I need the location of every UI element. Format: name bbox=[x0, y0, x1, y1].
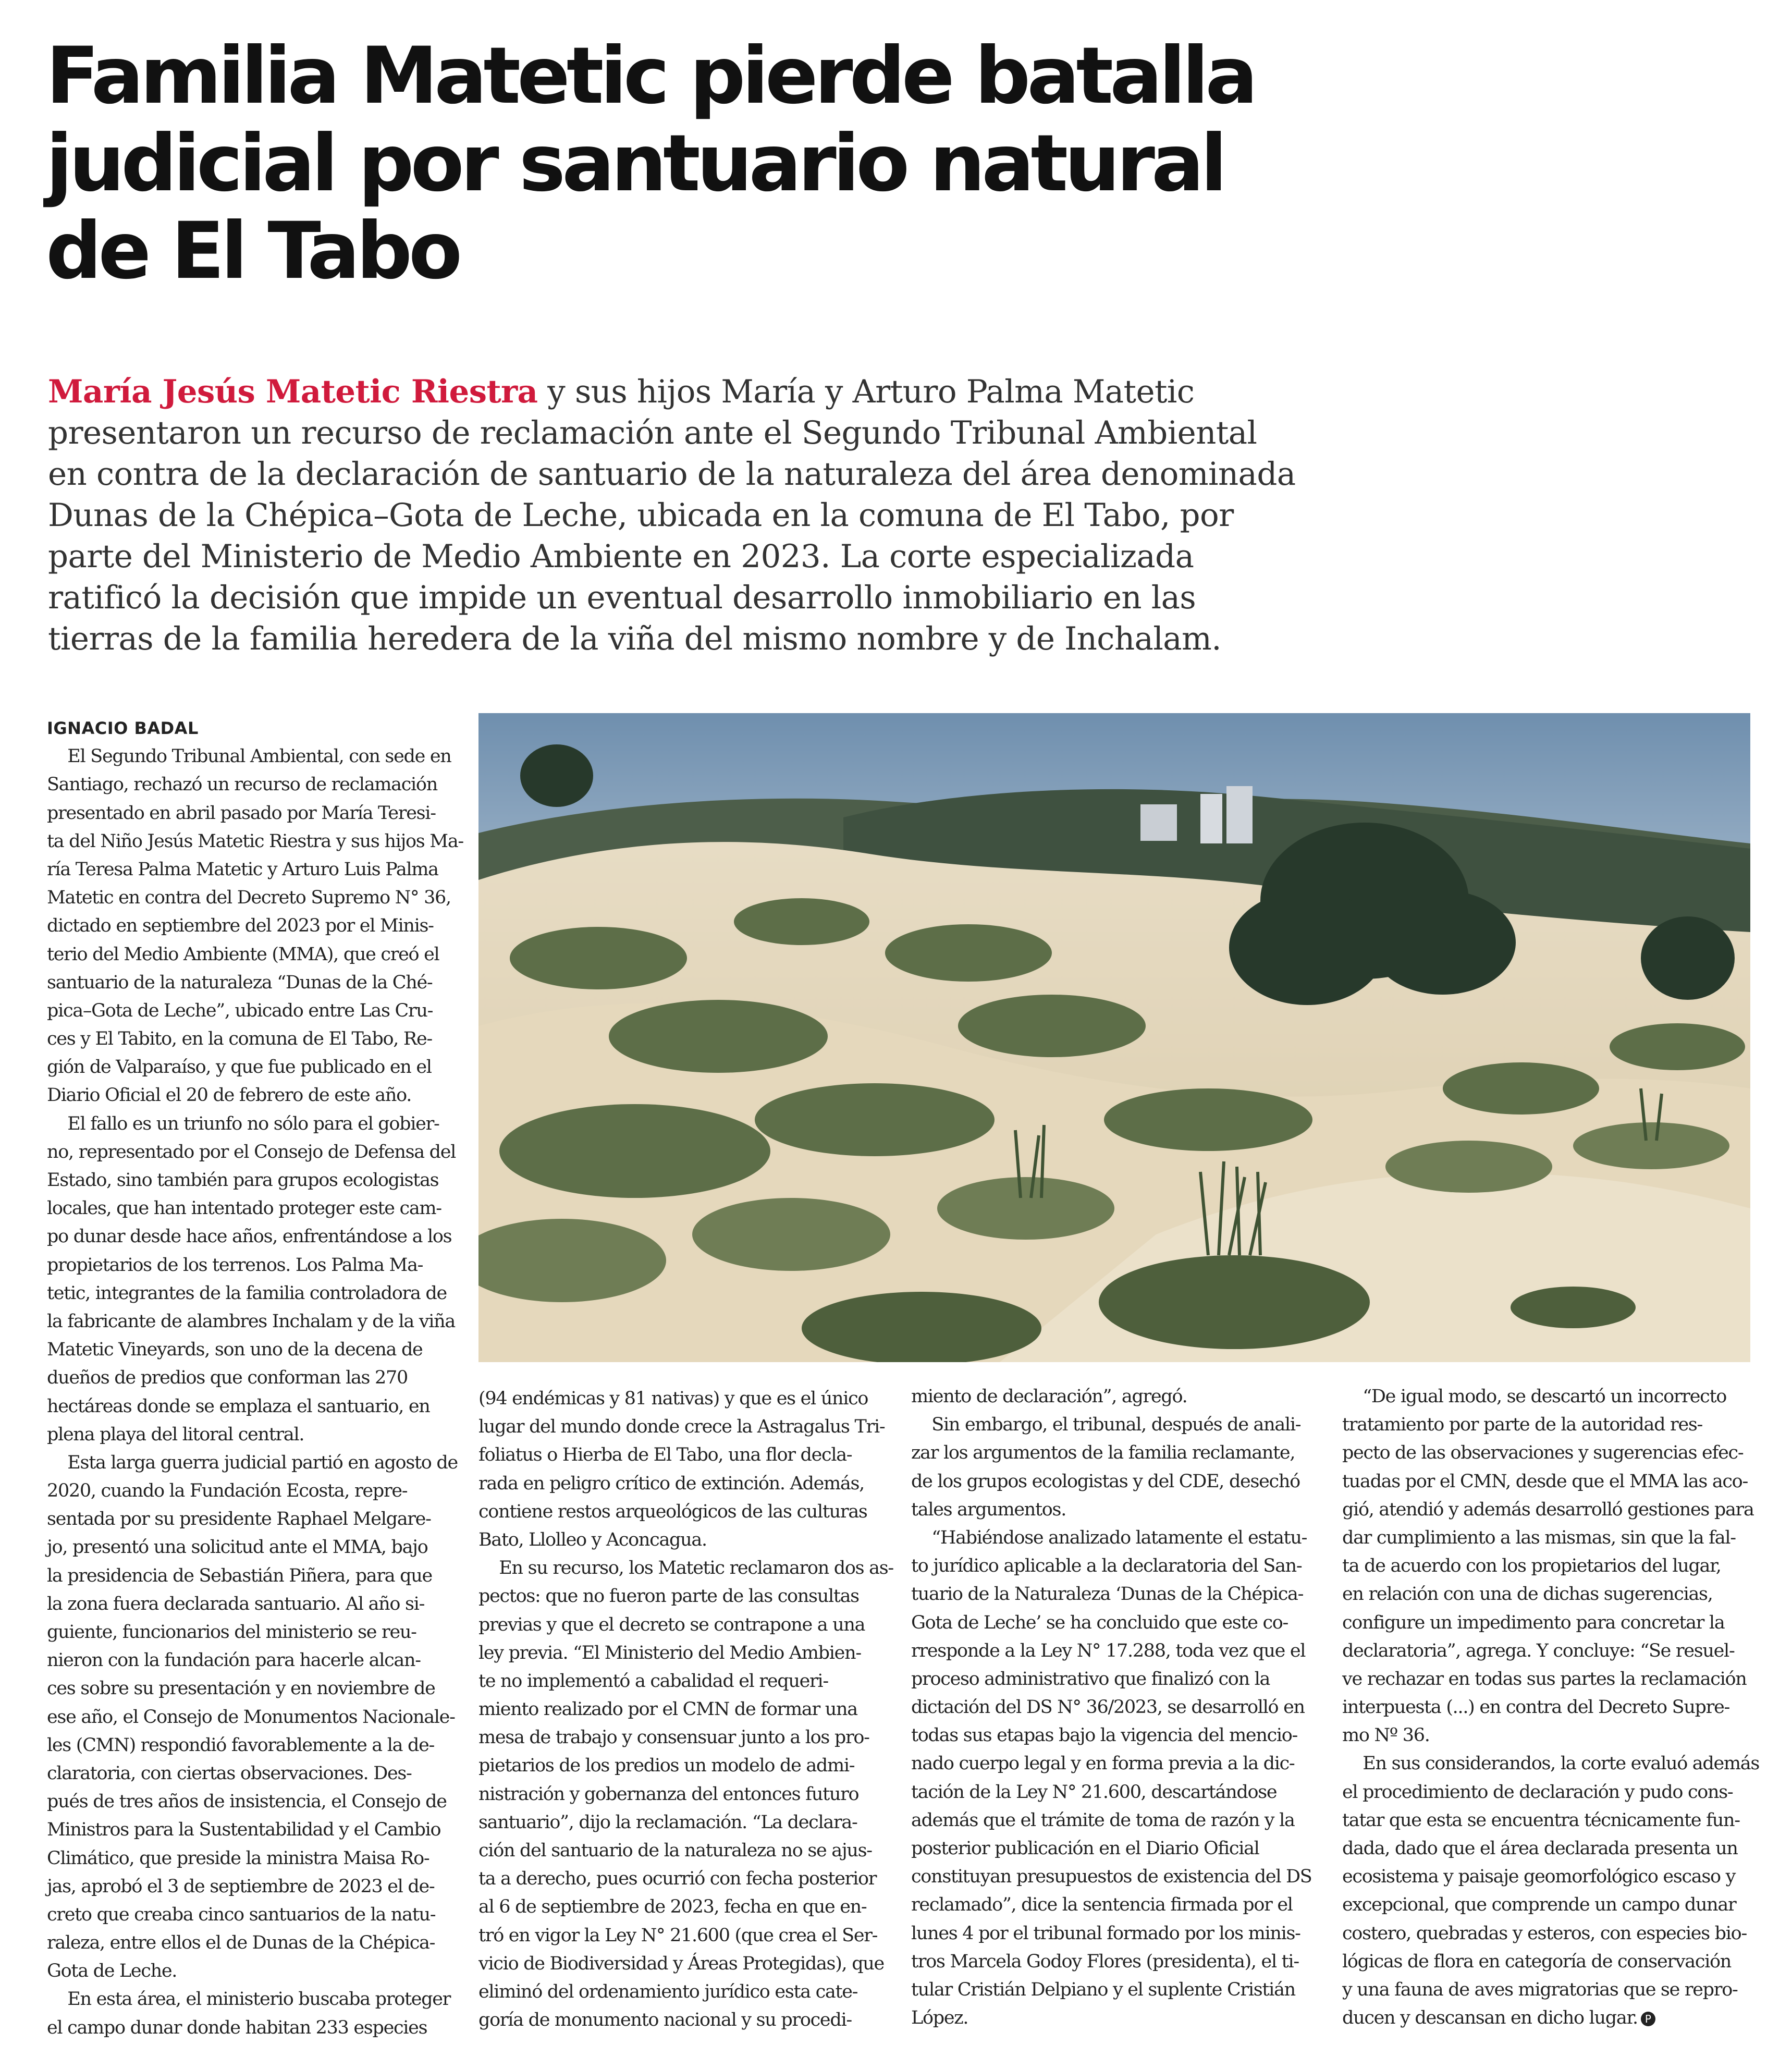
text-line: zar los argumentos de la familia reclamante, bbox=[911, 1442, 1295, 1464]
text-line: lunes 4 por el tribunal formado por los minis- bbox=[911, 1923, 1300, 1944]
text-line-last bbox=[1342, 2004, 1749, 2032]
text-line: Matetic en contra del Decreto Supremo N° 36, bbox=[47, 887, 451, 909]
text-line: propietarios de los terrenos. Los Palma Ma- bbox=[47, 1254, 423, 1276]
text-line: tuadas por el CMN, desde que el MMA las aco- bbox=[1342, 1471, 1748, 1492]
text-line: tular Cristián Delpiano y el suplente Cristián bbox=[911, 1979, 1295, 2000]
text-line: lógicas de flora en categoría de conservación bbox=[1342, 1951, 1732, 1972]
text-line: claratoria, con ciertas observaciones. Des- bbox=[47, 1762, 412, 1784]
text-line: pietarios de los predios un modelo de admi- bbox=[478, 1755, 855, 1777]
text-line: tetic, integrantes de la familia controladora de bbox=[47, 1282, 447, 1304]
text-line: les (CMN) respondió favorablemente a la de- bbox=[47, 1734, 435, 1756]
text-line: interpuesta (...) en contra del Decreto Supre- bbox=[1342, 1697, 1730, 1718]
headline-line: de El Tabo bbox=[46, 206, 459, 297]
text-line: Gota de Leche. bbox=[47, 1961, 177, 1982]
text-line: lugar del mundo donde crece la Astragalus Tri- bbox=[478, 1416, 885, 1438]
text-line: además que el trámite de toma de razón y la bbox=[911, 1809, 1295, 1831]
text-line: al 6 de septiembre de 2023, fecha en que en- bbox=[478, 1896, 867, 1918]
text-line: configure un impedimento para concretar la bbox=[1342, 1612, 1725, 1633]
text-line: ve rechazar en todas sus partes la reclamación bbox=[1342, 1668, 1747, 1690]
text-line: hectáreas donde se emplaza el santuario, en bbox=[47, 1395, 430, 1417]
text-line: po dunar desde hace años, enfrentándose a los bbox=[47, 1226, 452, 1247]
text-line: terio del Medio Ambiente (MMA), que creó el bbox=[47, 944, 439, 965]
column-3 bbox=[911, 1382, 1318, 2032]
text-line: jo, presentó una solicitud ante el MMA, bajo bbox=[47, 1537, 428, 1558]
text-line: 2020, cuando la Fundación Ecosta, repre- bbox=[47, 1480, 408, 1502]
text-line: ta de acuerdo con los propietarios del lugar, bbox=[1342, 1556, 1721, 1577]
text-line: el procedimiento de declaración y pudo cons- bbox=[1342, 1781, 1733, 1803]
text-line: dueños de predios que conforman las 270 bbox=[47, 1367, 408, 1389]
text-line: pectos: que no fueron parte de las consultas bbox=[478, 1586, 859, 1607]
text-line: Estado, sino también para grupos ecologistas bbox=[47, 1170, 439, 1191]
byline: IGNACIO BADAL bbox=[47, 718, 199, 738]
text-line: ese año, el Consejo de Monumentos Nacionale- bbox=[47, 1706, 455, 1728]
text-line: rresponde a la Ley N° 17.288, toda vez que el bbox=[911, 1640, 1306, 1661]
text-line: todas sus etapas bajo la vigencia del mencio- bbox=[911, 1725, 1298, 1746]
text-line: En su recurso, los Matetic reclamaron dos as- bbox=[478, 1558, 893, 1579]
text-line: Climático, que preside la ministra Maisa Ro- bbox=[47, 1847, 429, 1869]
text-line: ley previa. “El Ministerio del Medio Ambien- bbox=[478, 1642, 861, 1663]
text-line: gió, atendió y además desarrolló gestiones para bbox=[1342, 1499, 1754, 1520]
text-line: sentada por su presidente Raphael Melgare- bbox=[47, 1509, 431, 1530]
text-line: dada, dado que el área declarada presenta un bbox=[1342, 1838, 1738, 1859]
text-line: tación de la Ley N° 21.600, descartándose bbox=[911, 1781, 1277, 1803]
text-line: la fabricante de alambres Inchalam y de la viña bbox=[47, 1311, 455, 1332]
text-line: excepcional, que comprende un campo dunar bbox=[1342, 1894, 1736, 1916]
column-1 bbox=[47, 714, 464, 2042]
text-line: costero, quebradas y esteros, con especies bio- bbox=[1342, 1923, 1747, 1944]
dunes-photo-icon bbox=[478, 713, 1750, 1362]
text-line: proceso administrativo que finalizó con la bbox=[911, 1668, 1270, 1690]
text-line: Ministros para la Sustentabilidad y el Cambio bbox=[47, 1819, 441, 1841]
text-line: mo Nº 36. bbox=[1342, 1725, 1430, 1746]
text-line: dictación del DS N° 36/2023, se desarrolló en bbox=[911, 1697, 1305, 1718]
text-line: “De igual modo, se descartó un incorrecto bbox=[1342, 1386, 1726, 1407]
text-line: en relación con una de dichas sugerencias, bbox=[1342, 1584, 1713, 1605]
lede-paragraph bbox=[48, 371, 1778, 659]
text-line: foliatus o Hierba de El Tabo, una flor decla- bbox=[478, 1444, 852, 1466]
lede-highlight-name: María Jesús Matetic Riestra bbox=[48, 373, 538, 410]
text-line: constituyan presupuestos de existencia del DS bbox=[911, 1866, 1312, 1888]
text-line: “Habiéndose analizado latamente el estatu- bbox=[911, 1527, 1307, 1548]
text-line: tró en vigor la Ley N° 21.600 (que crea el Ser- bbox=[478, 1925, 878, 1946]
text-line: Esta larga guerra judicial partió en agosto de bbox=[47, 1452, 458, 1473]
text-line: tratamiento por parte de la autoridad res- bbox=[1342, 1414, 1703, 1436]
headline-line: Familia Matetic pierde batalla bbox=[46, 31, 1255, 121]
text-line: Sin embargo, el tribunal, después de anali- bbox=[911, 1414, 1301, 1436]
text-line: y una fauna de aves migratorias que se repro- bbox=[1342, 1979, 1738, 2000]
text-line: contiene restos arqueológicos de las culturas bbox=[478, 1501, 867, 1522]
lede-line bbox=[48, 371, 1778, 412]
text-line: tros Marcela Godoy Flores (presidenta), el ti- bbox=[911, 1951, 1299, 1972]
text-line: ecosistema y paisaje geomorfológico escaso y bbox=[1342, 1866, 1736, 1888]
dunes-photo bbox=[478, 713, 1750, 1362]
text-line: El fallo es un triunfo no sólo para el gobier- bbox=[47, 1113, 439, 1134]
text-line: El Segundo Tribunal Ambiental, con sede en bbox=[47, 746, 451, 767]
text-line: ría Teresa Palma Matetic y Arturo Luis Palma bbox=[47, 859, 438, 880]
text-line: presentado en abril pasado por María Teresi- bbox=[47, 802, 436, 824]
text-line: tatar que esta se encuentra técnicamente fun- bbox=[1342, 1809, 1740, 1831]
text-line: López. bbox=[911, 2007, 968, 2029]
text-line: pica–Gota de Leche”, ubicado entre Las Cru- bbox=[47, 1000, 433, 1021]
text-line: Gota de Leche’ se ha concluido que este co- bbox=[911, 1612, 1288, 1633]
text-line: dictado en septiembre del 2023 por el Minis- bbox=[47, 915, 434, 937]
end-mark-icon: P bbox=[1641, 2012, 1655, 2026]
lede-first-rest: y sus hijos María y Arturo Palma Matetic bbox=[537, 373, 1195, 410]
text-line: nado cuerpo legal y en forma previa a la dic- bbox=[911, 1753, 1295, 1774]
lede-line: ratificó la decisión que impide un eventual desarrollo inmobiliario en las bbox=[48, 579, 1196, 616]
text-line: declaratoria”, agrega. Y concluye: “Se resuel- bbox=[1342, 1640, 1735, 1661]
column-2 bbox=[478, 1385, 893, 2034]
text-line: la presidencia de Sebastián Piñera, para que bbox=[47, 1565, 432, 1586]
text-line: rada en peligro crítico de extinción. Además, bbox=[478, 1473, 864, 1494]
lede-line: tierras de la familia heredera de la viña del mismo nombre y de Inchalam. bbox=[48, 620, 1222, 657]
text-line: posterior publicación en el Diario Oficial bbox=[911, 1838, 1259, 1859]
text-line: guiente, funcionarios del ministerio se reu- bbox=[47, 1622, 416, 1643]
text-line: goría de monumento nacional y su procedi- bbox=[478, 2010, 852, 2031]
text-line: santuario de la naturaleza “Dunas de la Ché- bbox=[47, 972, 433, 993]
text-line: gión de Valparaíso, y que fue publicado en el bbox=[47, 1057, 432, 1078]
lede-line: Dunas de la Chépica–Gota de Leche, ubicada en la comuna de El Tabo, por bbox=[48, 497, 1234, 534]
lede-line: parte del Ministerio de Medio Ambiente en 2023. La corte especializada bbox=[48, 538, 1194, 575]
text-line: Diario Oficial el 20 de febrero de este año. bbox=[47, 1085, 412, 1106]
text-line: Bato, Llolleo y Aconcagua. bbox=[478, 1529, 707, 1550]
text-line: plena playa del litoral central. bbox=[47, 1424, 304, 1445]
text-line: reclamado”, dice la sentencia firmada por el bbox=[911, 1894, 1293, 1916]
text-line: raleza, entre ellos el de Dunas de la Chépica- bbox=[47, 1932, 435, 1954]
text-line: locales, que han intentado proteger este cam- bbox=[47, 1198, 441, 1219]
text-line: ducen y descansan en dicho lugar. bbox=[1342, 2007, 1638, 2029]
text-line: ces y El Tabito, en la comuna de El Tabo, Re- bbox=[47, 1029, 432, 1050]
lede-line: en contra de la declaración de santuario de la naturaleza del área denominada bbox=[48, 456, 1296, 493]
text-line: previas y que el decreto se contrapone a una bbox=[478, 1614, 865, 1635]
text-line: te no implementó a cabalidad el requeri- bbox=[478, 1670, 828, 1692]
text-line: no, representado por el Consejo de Defensa del bbox=[47, 1141, 456, 1162]
text-line: la zona fuera declarada santuario. Al año si- bbox=[47, 1593, 425, 1614]
headline bbox=[46, 32, 1557, 295]
text-line: ta a derecho, pues ocurrió con fecha posterior bbox=[478, 1868, 877, 1890]
text-line: vicio de Biodiversidad y Áreas Protegidas), que bbox=[478, 1953, 884, 1974]
text-line: dar cumplimiento a las mismas, sin que la fal- bbox=[1342, 1527, 1736, 1548]
text-line: En sus considerandos, la corte evaluó además bbox=[1342, 1753, 1760, 1774]
text-line: jas, aprobó el 3 de septiembre de 2023 el de- bbox=[47, 1876, 435, 1897]
text-line: to jurídico aplicable a la declaratoria del San- bbox=[911, 1556, 1302, 1577]
text-line: mesa de trabajo y consensuar junto a los pro- bbox=[478, 1727, 869, 1748]
text-line: el campo dunar donde habitan 233 especies bbox=[47, 2017, 427, 2038]
text-line: (94 endémicas y 81 nativas) y que es el único bbox=[478, 1388, 868, 1409]
text-line: miento de declaración”, agregó. bbox=[911, 1386, 1187, 1407]
text-line: pecto de las observaciones y sugerencias efec- bbox=[1342, 1442, 1744, 1464]
column-4 bbox=[1342, 1382, 1760, 2032]
text-line: Matetic Vineyards, son uno de la decena de bbox=[47, 1339, 423, 1361]
text-line: pués de tres años de insistencia, el Consejo de bbox=[47, 1791, 447, 1813]
lede-line: presentaron un recurso de reclamación ante el Segundo Tribunal Ambiental bbox=[48, 414, 1257, 451]
text-line: de los grupos ecologistas y del CDE, desechó bbox=[911, 1471, 1300, 1492]
text-line: eliminó del ordenamiento jurídico esta cate- bbox=[478, 1981, 858, 2002]
text-line: creto que creaba cinco santuarios de la natu- bbox=[47, 1904, 436, 1925]
headline-line: judicial por santuario natural bbox=[46, 118, 1224, 209]
text-line: ción del santuario de la naturaleza no se ajus- bbox=[478, 1840, 872, 1861]
text-line: tales argumentos. bbox=[911, 1499, 1066, 1520]
text-line: nieron con la fundación para hacerle alcan- bbox=[47, 1650, 421, 1671]
text-line: miento realizado por el CMN de formar una bbox=[478, 1699, 857, 1720]
text-line: ta del Niño Jesús Matetic Riestra y sus hijos Ma- bbox=[47, 830, 463, 852]
text-line: Santiago, rechazó un recurso de reclamación bbox=[47, 774, 437, 795]
text-line: ces sobre su presentación y en noviembre de bbox=[47, 1678, 435, 1699]
text-line: tuario de la Naturaleza ‘Dunas de la Chépica- bbox=[911, 1584, 1304, 1605]
text-line: nistración y gobernanza del entonces futuro bbox=[478, 1783, 859, 1805]
text-line: santuario”, dijo la reclamación. “La declara- bbox=[478, 1811, 857, 1833]
text-line: En esta área, el ministerio buscaba proteger bbox=[47, 1989, 451, 2010]
